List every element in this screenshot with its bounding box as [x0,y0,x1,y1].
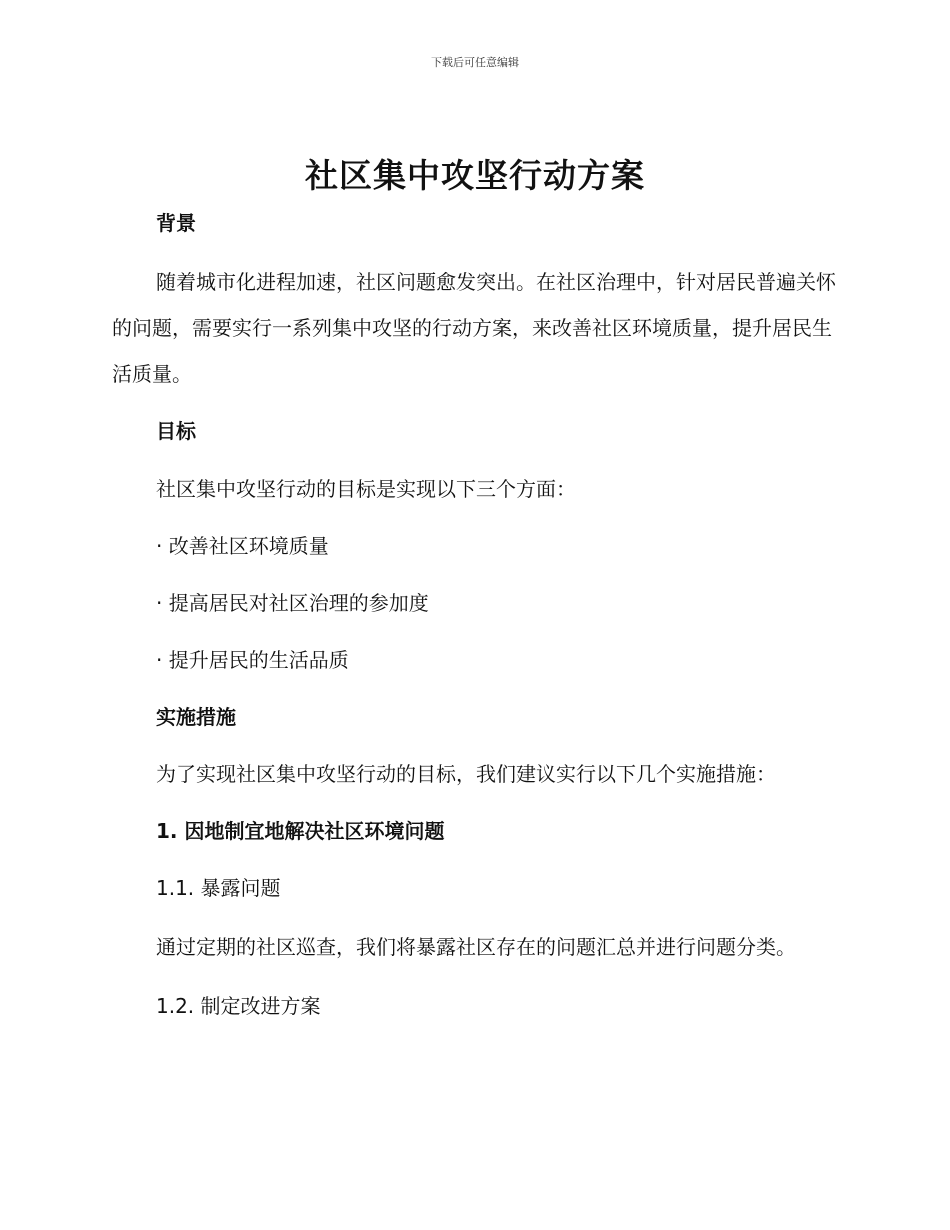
measures-intro: 为了实现社区集中攻坚行动的目标，我们建议实行以下几个实施措施： [156,762,776,786]
goal-item-2: · 提高居民对社区治理的参加度 [156,591,429,615]
section-heading-goals: 目标 [156,419,196,443]
document-title: 社区集中攻坚行动方案 [305,156,645,195]
subsection-heading-1: 1. 因地制宜地解决社区环境问题 [156,819,445,843]
subsection-1-1-paragraph: 通过定期的社区巡查，我们将暴露社区存在的问题汇总并进行问题分类。 [156,935,796,959]
section-heading-measures: 实施措施 [156,705,236,729]
subsection-1-2-title: 1.2. 制定改进方案 [156,994,321,1018]
goals-intro: 社区集中攻坚行动的目标是实现以下三个方面： [156,477,576,501]
subsection-1-1-title: 1.1. 暴露问题 [156,876,281,900]
section-heading-background: 背景 [156,211,196,235]
header-note: 下载后可任意编辑 [431,56,519,69]
goal-item-1: · 改善社区环境质量 [156,534,329,558]
document-body [112,205,838,1022]
goal-item-3: · 提升居民的生活品质 [156,648,349,672]
background-paragraph: 随着城市化进程加速，社区问题愈发突出。在社区治理中，针对居民普遍关怀的问题，需要实行一系列集中攻坚的行动方案，来改善社区环境质量，提升居民生活质量。 [112,270,836,386]
